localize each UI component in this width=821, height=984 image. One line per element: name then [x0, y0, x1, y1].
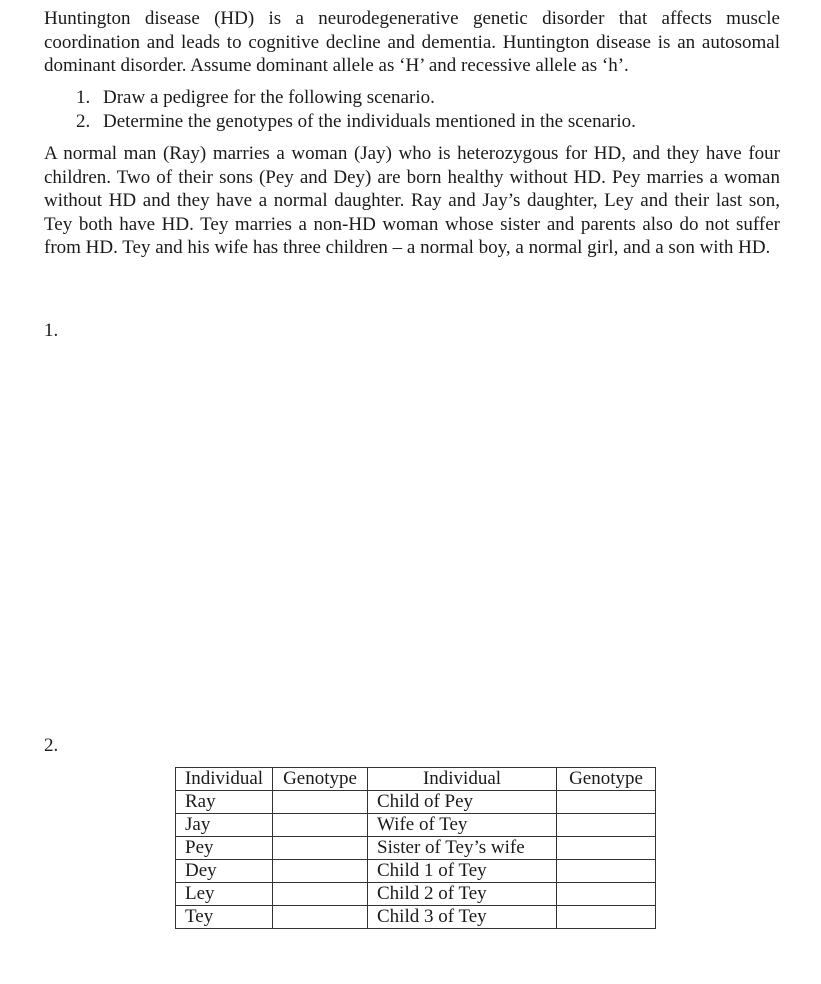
answer-label-2: 2. [44, 735, 59, 756]
individual-cell: Tey [176, 906, 273, 929]
task-text: Draw a pedigree for the following scenario. [103, 87, 435, 108]
task-list [76, 86, 636, 133]
header-genotype: Genotype [273, 768, 368, 791]
individual-cell: Child of Pey [368, 791, 557, 814]
genotype-cell[interactable] [557, 906, 656, 929]
genotype-cell[interactable] [557, 883, 656, 906]
individual-cell: Child 1 of Tey [368, 860, 557, 883]
header-individual: Individual [368, 768, 557, 791]
genotype-cell[interactable] [557, 791, 656, 814]
genotype-cell[interactable] [273, 883, 368, 906]
task-number: 2. [76, 110, 91, 132]
answer-label-1: 1. [44, 320, 59, 341]
table-row [176, 837, 656, 860]
task-number: 1. [76, 87, 91, 108]
individual-cell: Jay [176, 814, 273, 837]
table-header-row [176, 768, 656, 791]
individual-cell: Pey [176, 837, 273, 860]
header-genotype: Genotype [557, 768, 656, 791]
individual-cell: Ley [176, 883, 273, 906]
task-item [76, 110, 636, 134]
genotype-table [175, 767, 656, 929]
genotype-cell[interactable] [273, 906, 368, 929]
table-row [176, 906, 656, 929]
genotype-cell[interactable] [273, 837, 368, 860]
individual-cell: Wife of Tey [368, 814, 557, 837]
table-row [176, 791, 656, 814]
individual-cell: Dey [176, 860, 273, 883]
table-row [176, 860, 656, 883]
scenario-paragraph: A normal man (Ray) marries a woman (Jay) who is heterozygous for HD, and they have four children. Two of their sons (Pey and Dey) are born healthy without HD. Pey marries a woman without HD and they have a normal daughter. Ray and Jay’s daughter, Ley and their last son, Tey both have HD. Tey marries a non-HD woman whose sister and parents also do not suffer from HD. Tey and his wife has three children – a normal boy, a normal girl, and a son with HD. [44, 143, 780, 259]
table-row [176, 883, 656, 906]
genotype-cell[interactable] [273, 860, 368, 883]
individual-cell: Child 2 of Tey [368, 883, 557, 906]
individual-cell: Sister of Tey’s wife [368, 837, 557, 860]
table-row [176, 814, 656, 837]
individual-cell: Ray [176, 791, 273, 814]
genotype-cell[interactable] [273, 791, 368, 814]
intro-paragraph: Huntington disease (HD) is a neurodegenerative genetic disorder that affects muscle coordination and leads to cognitive decline and dementia. Huntington disease is an autosomal dominant disorder. Assume dominant allele as ‘H’ and recessive allele as ‘h’. [44, 8, 780, 77]
genotype-cell[interactable] [557, 814, 656, 837]
genotype-cell[interactable] [273, 814, 368, 837]
header-individual: Individual [176, 768, 273, 791]
individual-cell: Child 3 of Tey [368, 906, 557, 929]
task-text: Determine the genotypes of the individuals mentioned in the scenario. [103, 110, 636, 132]
genotype-cell[interactable] [557, 860, 656, 883]
task-item [76, 86, 636, 110]
genotype-cell[interactable] [557, 837, 656, 860]
